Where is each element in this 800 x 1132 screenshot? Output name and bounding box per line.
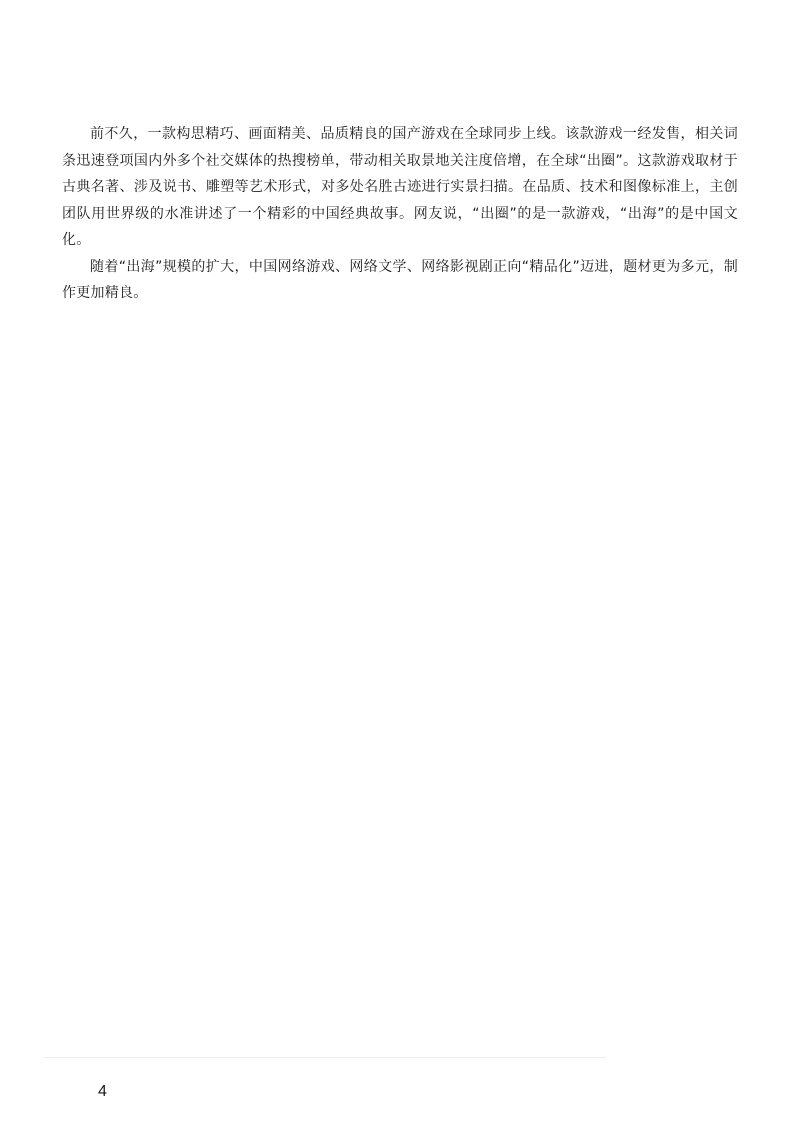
document-body	[62, 121, 738, 307]
footer-divider	[44, 1057, 606, 1058]
page-number: 4	[98, 1083, 107, 1100]
paragraph-2: 随着“出海”规模的扩大，中国网络游戏、网络文学、网络影视剧正向“精品化”迈进，题材更为多元，制作更加精良。	[62, 258, 738, 301]
paragraph-1: 前不久，一款构思精巧、画面精美、品质精良的国产游戏在全球同步上线。该款游戏一经发售，相关词条迅速登项国内外多个社交媒体的热搜榜单，带动相关取景地关注度倍增，在全球“出圈”。这款游戏取材于古典名著、涉及说书、雕塑等艺术形式，对多处名胜古迹进行实景扫描。在品质、技术和图像标准上，主创团队用世界级的水准讲述了一个精彩的中国经典故事。网友说，“出圈”的是一款游戏，“出海”的是中国文化。	[62, 126, 738, 248]
